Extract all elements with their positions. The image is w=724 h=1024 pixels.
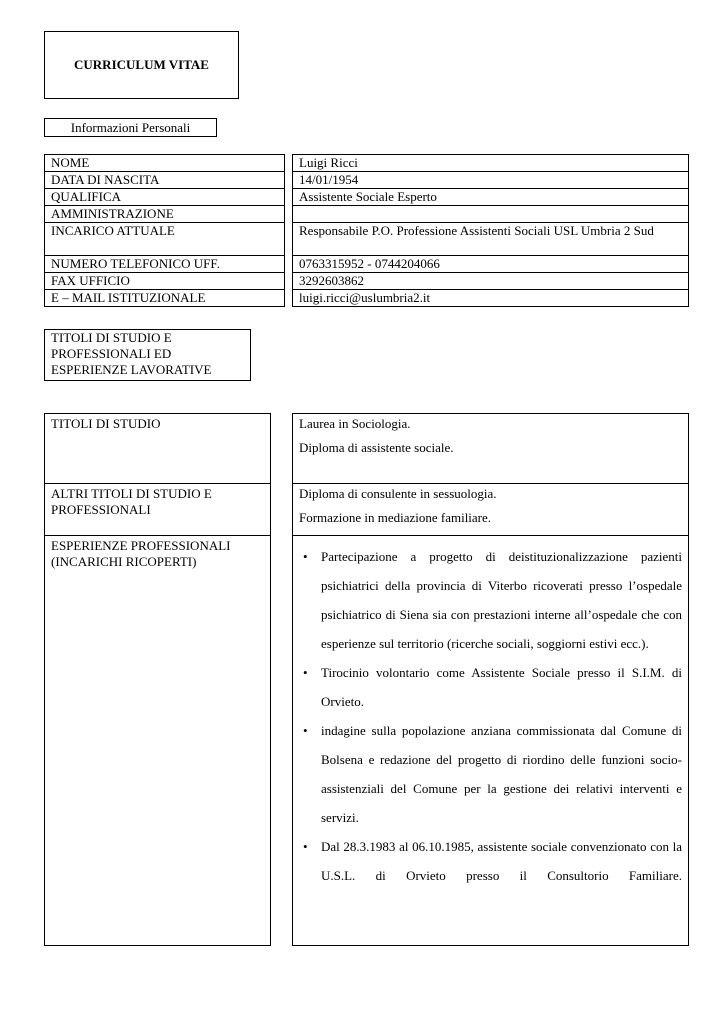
cv-title-box bbox=[44, 31, 239, 99]
table-row bbox=[45, 189, 285, 206]
table-row bbox=[293, 206, 689, 223]
table-row bbox=[45, 414, 271, 484]
titoli-heading-box bbox=[44, 329, 251, 381]
titolo-studio-item: Laurea in Sociologia. bbox=[299, 416, 411, 431]
esperienze-list bbox=[299, 542, 682, 890]
value-incarico-attuale: Responsabile P.O. Professione Assistenti Sociali USL Umbria 2 Sud bbox=[293, 223, 689, 256]
table-row bbox=[45, 484, 271, 536]
table-row bbox=[293, 256, 689, 273]
table-row bbox=[45, 206, 285, 223]
esperienze-cell bbox=[293, 536, 689, 946]
altri-titoli-cell bbox=[293, 484, 689, 536]
label-amministrazione: AMMINISTRAZIONE bbox=[45, 206, 285, 223]
label-titoli-studio: TITOLI DI STUDIO bbox=[45, 414, 271, 484]
table-row bbox=[45, 536, 271, 946]
table-row bbox=[45, 172, 285, 189]
label-nome: NOME bbox=[45, 155, 285, 172]
list-item: • indagine sulla popolazione anziana commissionata dal Comune di Bolsena e redazione del progetto di riordino delle funzioni socio-assistenziali del Comune per la gestione dei relativi interventi e servizi. bbox=[321, 716, 682, 832]
table-row bbox=[293, 290, 689, 307]
label-qualifica: QUALIFICA bbox=[45, 189, 285, 206]
cv-title: CURRICULUM VITAE bbox=[74, 57, 209, 72]
table-row bbox=[45, 256, 285, 273]
value-telefono: 0763315952 - 0744204066 bbox=[293, 256, 689, 273]
table-row bbox=[45, 290, 285, 307]
value-data-nascita: 14/01/1954 bbox=[293, 172, 689, 189]
list-item: • Dal 28.3.1983 al 06.10.1985, assistente sociale convenzionato con la U.S.L. di Orvieto presso il Consultorio Familiare. bbox=[321, 832, 682, 890]
altro-titolo-item: Diploma di consulente in sessuologia. bbox=[299, 486, 497, 501]
titoli-values-table bbox=[292, 413, 689, 946]
label-email: E – MAIL ISTITUZIONALE bbox=[45, 290, 285, 307]
table-row bbox=[293, 414, 689, 484]
table-row bbox=[45, 273, 285, 290]
personal-info-values-table bbox=[292, 154, 689, 307]
personal-info-labels-table bbox=[44, 154, 285, 307]
table-row bbox=[45, 155, 285, 172]
label-esperienze: ESPERIENZE PROFESSIONALI (INCARICHI RICOPERTI) bbox=[45, 536, 271, 946]
titoli-labels-table bbox=[44, 413, 271, 946]
table-row bbox=[293, 189, 689, 206]
section-label-personal-info bbox=[44, 118, 217, 137]
label-altri-titoli: ALTRI TITOLI DI STUDIO E PROFESSIONALI bbox=[45, 484, 271, 536]
list-item: • Partecipazione a progetto di deistituzionalizzazione pazienti psichiatrici della provincia di Viterbo ricoverati presso l’ospedale psichiatrico di Siena sia con prestazioni interne all’ospedale che con esperienze sul territorio (ricerche sociali, soggiorni estivi ecc.). bbox=[321, 542, 682, 658]
value-nome: Luigi Ricci bbox=[293, 155, 689, 172]
table-row bbox=[293, 155, 689, 172]
table-row bbox=[45, 223, 285, 256]
value-fax: 3292603862 bbox=[293, 273, 689, 290]
table-row bbox=[293, 536, 689, 946]
titoli-studio-cell bbox=[293, 414, 689, 484]
label-telefono: NUMERO TELEFONICO UFF. bbox=[45, 256, 285, 273]
titolo-studio-item: Diploma di assistente sociale. bbox=[299, 440, 454, 455]
table-row bbox=[293, 273, 689, 290]
value-email: luigi.ricci@uslumbria2.it bbox=[293, 290, 689, 307]
table-row bbox=[293, 223, 689, 256]
section-label-text: Informazioni Personali bbox=[70, 120, 191, 135]
list-item: • Tirocinio volontario come Assistente Sociale presso il S.I.M. di Orvieto. bbox=[321, 658, 682, 716]
table-row bbox=[293, 172, 689, 189]
label-data-nascita: DATA DI NASCITA bbox=[45, 172, 285, 189]
titoli-heading: TITOLI DI STUDIO E PROFESSIONALI ED ESPERIENZE LAVORATIVE bbox=[51, 330, 212, 377]
value-qualifica: Assistente Sociale Esperto bbox=[293, 189, 689, 206]
table-row bbox=[293, 484, 689, 536]
altro-titolo-item: Formazione in mediazione familiare. bbox=[299, 510, 492, 525]
label-fax: FAX UFFICIO bbox=[45, 273, 285, 290]
value-amministrazione bbox=[293, 206, 689, 223]
label-incarico-attuale: INCARICO ATTUALE bbox=[45, 223, 285, 256]
